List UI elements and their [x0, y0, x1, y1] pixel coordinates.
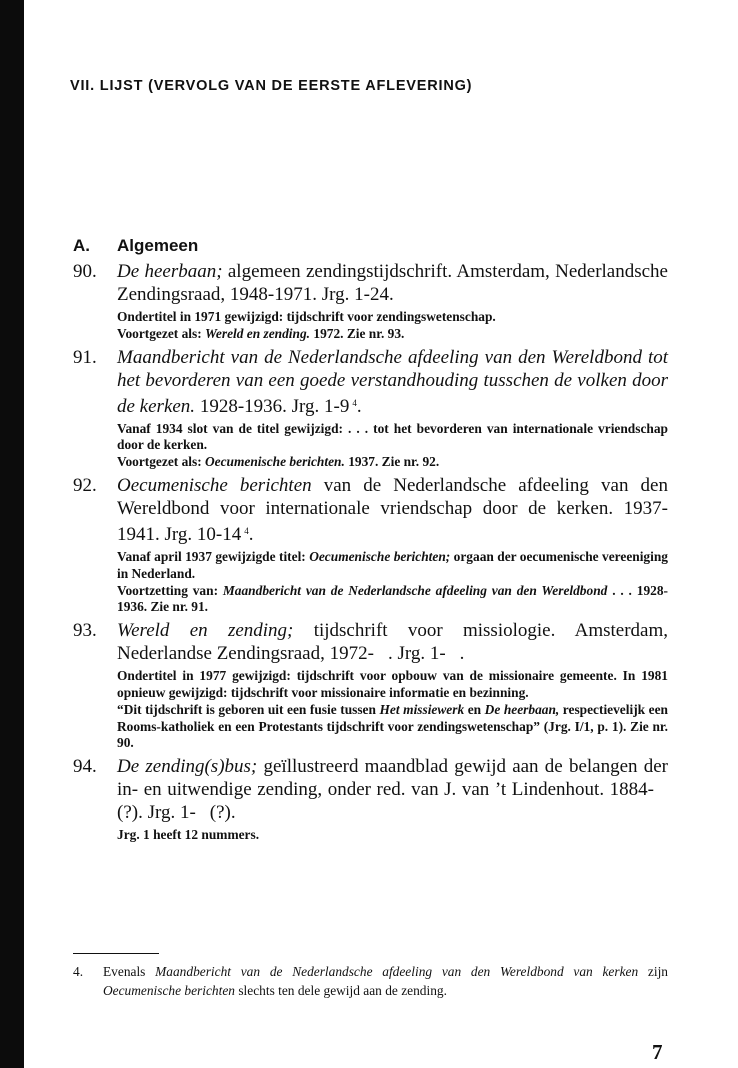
entry-title: De heerbaan;	[117, 261, 223, 282]
note-text: Vanaf april 1937 gewijzigde titel:	[117, 548, 310, 564]
entry-description: . Jrg. 1-	[387, 643, 446, 665]
footnote-text: slechts ten dele gewijd aan de zending.	[235, 982, 447, 998]
section-heading	[73, 236, 198, 256]
note-text: orgaan der oecumenische vereeniging in Nederland.	[117, 548, 668, 581]
note-text: Voortgezet als:	[117, 325, 205, 341]
entry-note: Vanaf 1934 slot van de titel gewijzigd: . . . tot het bevorderen van internationale vriendschap door de kerken.	[117, 420, 668, 453]
section-title: Algemeen	[117, 236, 199, 255]
note-title: Oecumenische berichten;	[309, 548, 451, 564]
note-text: 1972. Zie nr. 93.	[310, 325, 405, 341]
entry-note: Ondertitel in 1971 gewijzigd: tijdschrift voor zendingswetenschap.	[117, 309, 496, 324]
entry-note	[117, 702, 668, 752]
section-letter: A.	[73, 236, 90, 255]
note-title: De heerbaan,	[484, 701, 560, 717]
entry-note	[117, 326, 668, 343]
entry-description: algemeen zendingstijdschrift. Amsterdam, Nederlandsche Zendingsraad, 1948-1971. Jrg. 1-24.	[117, 261, 668, 305]
note-text: respectievelijk een Rooms-katholiek en een Protestants tijdschrift voor zendingswetenschap” (Jrg. I/1, p. 1). Zie nr. 90.	[117, 701, 668, 751]
entry-description: .	[248, 523, 254, 545]
footnote-reference: 4	[352, 397, 357, 408]
entry-description: van de Nederlandsche afdeeling van den Wereldbond voor internationale vriendschap door de kerken. 1937-1941. Jrg. 10-14	[117, 474, 668, 545]
note-title: Wereld en zending.	[205, 325, 311, 341]
entry-92	[73, 474, 668, 616]
footnote-title: Oecumenische berichten	[103, 982, 235, 998]
entry-description: 1928-1936. Jrg. 1-9	[195, 395, 350, 417]
entry-title: Oecumenische berichten	[117, 474, 312, 496]
entry-93	[73, 619, 668, 752]
note-text: Voortzetting van:	[117, 582, 223, 598]
entry-description: .	[459, 643, 465, 665]
note-title: Het missiewerk	[379, 701, 465, 717]
entry-number: 92.	[73, 474, 97, 496]
entry-description: (?).	[209, 802, 236, 824]
entry-note	[117, 549, 668, 583]
note-title: Maandbericht van de Nederlandsche afdeeling van den Wereldbond	[222, 582, 608, 598]
page-number: 7	[652, 1040, 663, 1064]
entry-title: Maandbericht van de Nederlandsche afdeeling van den Wereldbond tot het bevorderen van een goede verstandhouding tusschen de volken door de kerken.	[117, 346, 668, 417]
entry-description: .	[356, 395, 362, 417]
entry-91	[73, 346, 668, 471]
entry-main-text	[117, 619, 668, 665]
entry-note	[117, 583, 668, 617]
entry-description: geïllustreerd maandblad gewijd aan de belangen der in- en uitwendige zending, onder red. van J. van ’t Lindenhout. 1884-	[117, 756, 669, 801]
footnote-text: Evenals	[103, 964, 156, 979]
note-title: Oecumenische berichten.	[205, 454, 345, 470]
note-text: 1937. Zie nr. 92.	[344, 454, 440, 470]
footnote-reference: 4	[244, 525, 249, 536]
entry-94	[73, 755, 668, 844]
page-header: VII. LIJST (VERVOLG VAN DE EERSTE AFLEVERING)	[70, 78, 473, 94]
entry-note: Jrg. 1 heeft 12 nummers.	[117, 827, 260, 843]
entry-description: (?). Jrg. 1-	[117, 802, 196, 824]
entry-note: Ondertitel in 1977 gewijzigd: tijdschrift voor opbouw van de missionaire gemeente. In 1981 opnieuw gewijzigd: tijdschrift voor missionaire informatie en bezinning.	[117, 668, 668, 700]
note-text: “Dit tijdschrift is geboren uit een fusie tussen	[117, 701, 380, 717]
entry-number: 94.	[73, 756, 97, 778]
entry-main-text	[117, 346, 668, 418]
entry-description: tijdschrift voor missiologie. Amsterdam, Nederlandse Zendingsraad, 1972-	[117, 620, 668, 665]
footnote-number: 4.	[73, 964, 84, 979]
entry-title: Wereld en zending;	[117, 620, 294, 642]
entry-title: De zending(s)bus;	[117, 756, 258, 778]
note-text: Voortgezet als:	[117, 454, 205, 470]
entry-list	[73, 260, 668, 847]
page-edge-shadow	[0, 0, 24, 1068]
entry-number: 93.	[73, 620, 97, 642]
footnote-divider	[73, 953, 159, 954]
footnote-title: Maandbericht van de Nederlandsche afdeeling van den Wereldbond van kerken	[155, 964, 639, 979]
entry-number: 90.	[73, 261, 97, 282]
entry-note	[117, 454, 668, 471]
footnote	[73, 963, 668, 1000]
entry-90	[73, 260, 668, 343]
entry-main-text	[117, 755, 668, 824]
note-text: . . . 1928-1936. Zie nr. 91.	[117, 582, 668, 615]
note-text: en	[464, 701, 485, 717]
entry-number: 91.	[73, 346, 97, 368]
entry-main-text	[117, 260, 668, 306]
footnote-text: zijn	[638, 964, 668, 979]
entry-main-text	[117, 474, 668, 546]
